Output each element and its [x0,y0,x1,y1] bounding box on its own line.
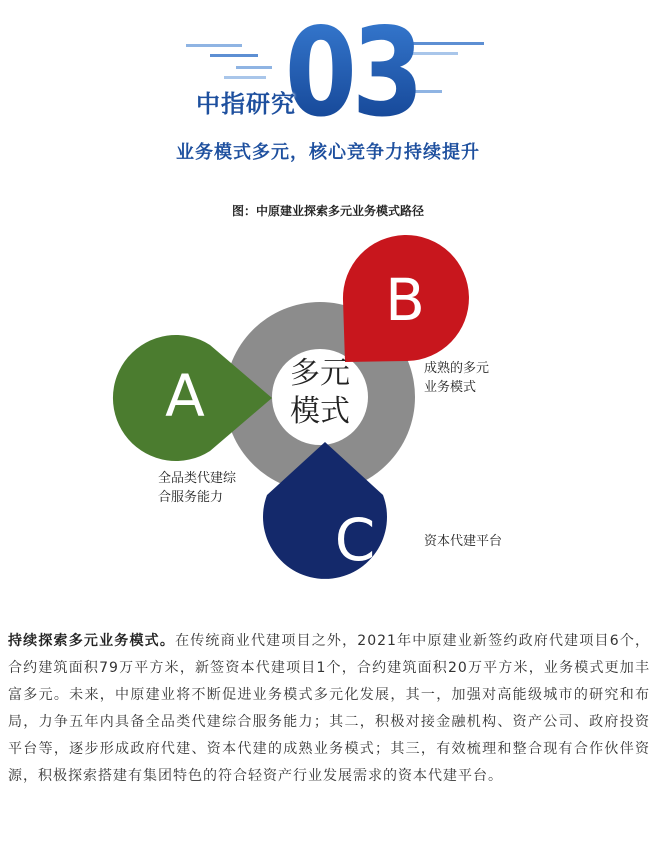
node-a-label: 全品类代建综 合服务能力 [158,471,237,505]
body-paragraph [8,628,650,790]
paragraph-lead: 持续探索多元业务模式。 [8,633,176,649]
header-graphic [0,0,656,130]
speed-lines-left [186,44,272,79]
node-c-letter: C [334,506,376,574]
node-b-letter: B [385,266,425,334]
section-number: 03 [284,1,419,130]
section-subtitle: 业务模式多元，核心竞争力持续提升 [176,142,480,163]
section-header [0,0,656,130]
figure-caption: 图：中原建业探索多元业务模式路径 [231,204,424,218]
node-c-label: 资本代建平台 [424,534,503,549]
node-a-letter: A [165,362,205,430]
paragraph-text: 在传统商业代建项目之外，2021年中原建业新签约政府代建项目6个，合约建筑面积79万平方米，新签资本代建项目1个，合约建筑面积20万平方米，业务模式更加丰富多元。未来，中原建业将不断促进业务模式多元化发展，其一，加强对高能级城市的研究和布局，力争五年内具备全品类代建综合服务能力；其二，积极对接金融机构、资产公司、政府投资平台等，逐步形成政府代建、资本代建的成熟业务模式；其三，有效梳理和整合现有合作伙伴资源，积极探索搭建有集团特色的符合轻资产行业发展需求的资本代建平台。 [8,633,651,784]
center-label: 多元 模式 [290,356,350,429]
node-b-label: 成熟的多元 业务模式 [424,361,490,395]
brand-name: 中指研究 [196,90,296,118]
